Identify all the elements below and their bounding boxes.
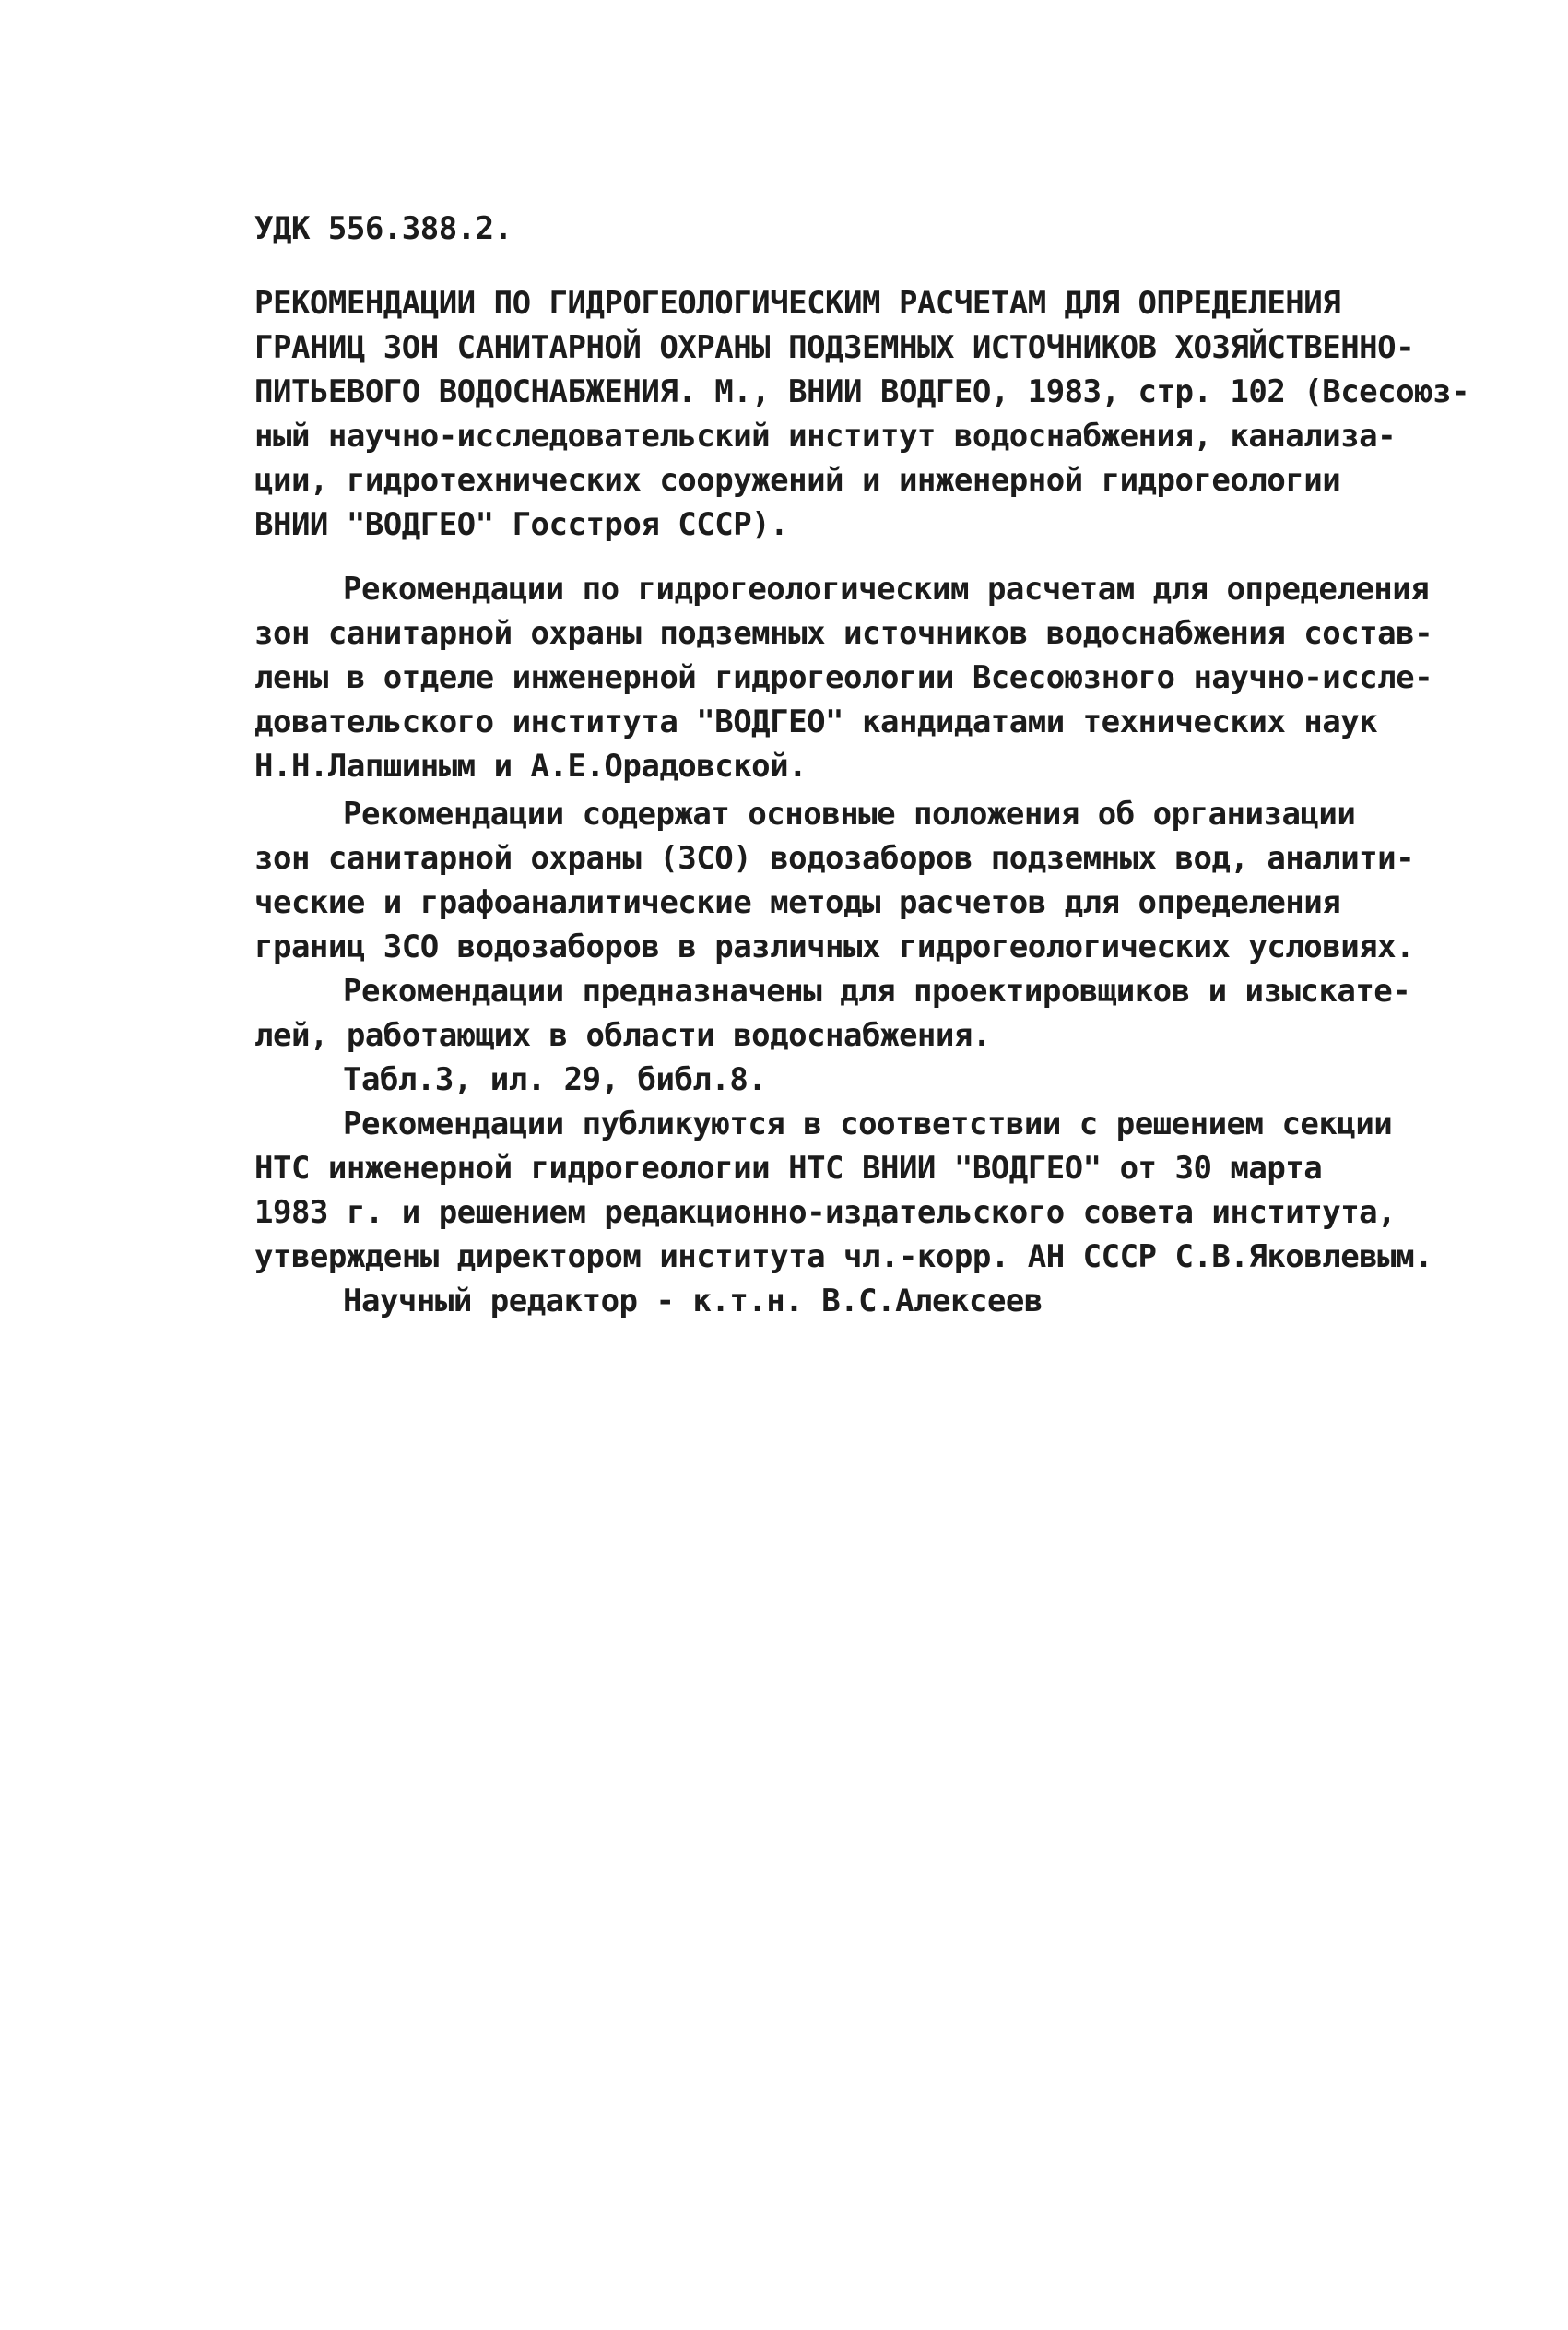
paragraph-line: ческие и графоаналитические методы расчетов для определения xyxy=(254,884,1341,921)
bibliographic-line: ный научно-исследовательский институт водоснабжения, канализа- xyxy=(254,418,1397,455)
bibliographic-line: ции, гидротехнических сооружений и инженерной гидрогеологии xyxy=(254,462,1341,499)
udc-code: УДК 556.388.2. xyxy=(254,210,513,247)
bibliographic-line: РЕКОМЕНДАЦИИ ПО ГИДРОГЕОЛОГИЧЕСКИМ РАСЧЕТАМ ДЛЯ ОПРЕДЕЛЕНИЯ xyxy=(254,285,1341,322)
paragraph-line: границ ЗСО водозаборов в различных гидрогеологических условиях. xyxy=(254,928,1415,965)
tables-illustrations-bibliography: Табл.3, ил. 29, библ.8. xyxy=(343,1061,767,1098)
paragraph-line: Рекомендации предназначены для проектировщиков и изыскате- xyxy=(343,973,1411,1010)
paragraph-line: довательского института "ВОДГЕО" кандидатами технических наук xyxy=(254,704,1378,740)
paragraph-line: 1983 г. и решением редакционно-издательского совета института, xyxy=(254,1194,1397,1231)
paragraph-line: зон санитарной охраны подземных источников водоснабжения состав- xyxy=(254,615,1433,652)
paragraph-line: НТС инженерной гидрогеологии НТС ВНИИ "ВОДГЕО" от 30 марта xyxy=(254,1150,1323,1187)
bibliographic-line: ВНИИ "ВОДГЕО" Госстроя СССР). xyxy=(254,506,789,543)
paragraph-line: лены в отделе инженерной гидрогеологии Всесоюзного научно-иссле- xyxy=(254,659,1433,696)
paragraph-line: Н.Н.Лапшиным и А.Е.Орадовской. xyxy=(254,748,808,785)
bibliographic-line: ПИТЬЕВОГО ВОДОСНАБЖЕНИЯ. М., ВНИИ ВОДГЕО, 1983, стр. 102 (Всесоюз- xyxy=(254,373,1470,410)
paragraph-line: лей, работающих в области водоснабжения. xyxy=(254,1017,991,1054)
paragraph-line: Рекомендации публикуются в соответствии с решением секции xyxy=(343,1106,1393,1142)
paragraph-line: зон санитарной охраны (ЗСО) водозаборов подземных вод, аналити- xyxy=(254,840,1415,877)
paragraph-line: Рекомендации содержат основные положения об организации xyxy=(343,796,1356,833)
scientific-editor: Научный редактор - к.т.н. В.С.Алексеев xyxy=(343,1283,1043,1319)
paragraph-line: утверждены директором института чл.-корр. АН СССР С.В.Яковлевым. xyxy=(254,1238,1433,1275)
bibliographic-line: ГРАНИЦ ЗОН САНИТАРНОЙ ОХРАНЫ ПОДЗЕМНЫХ ИСТОЧНИКОВ ХОЗЯЙСТВЕННО- xyxy=(254,329,1415,366)
paragraph-line: Рекомендации по гидрогеологическим расчетам для определения xyxy=(343,571,1430,608)
